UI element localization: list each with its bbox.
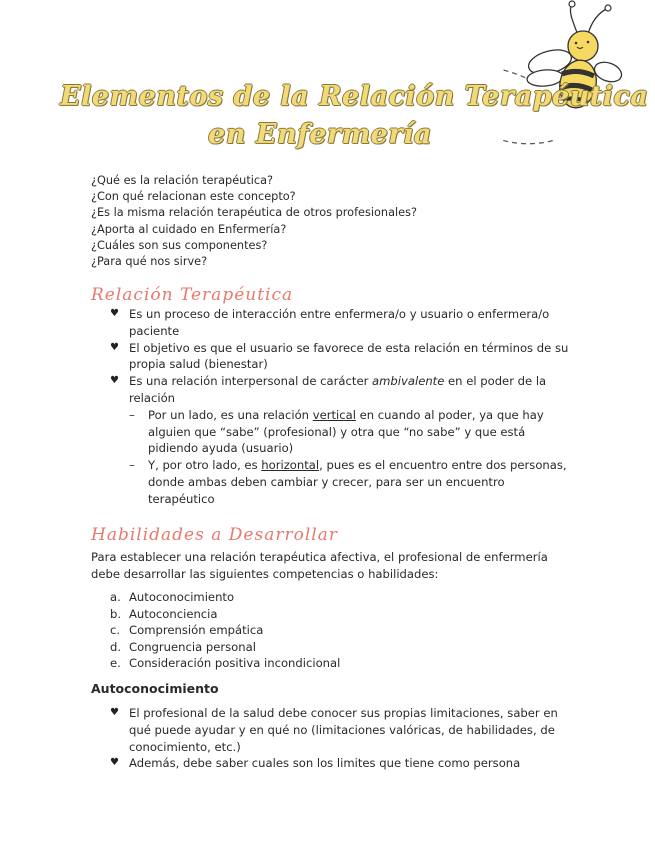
title-line-2: en Enfermería — [208, 119, 432, 150]
sub-item: – Y, por otro lado, es horizontal, pues es el encuentro entre dos personas, donde ambas deben cambiar y crecer, para ser un encuentro terapéutico — [129, 457, 571, 507]
bullet-item: ♥ Es un proceso de interacción entre enfermera/o y usuario o enfermera/o paciente — [91, 306, 571, 340]
question-item: ¿Con qué relacionan este concepto? — [91, 190, 296, 204]
section-heading-habilidades: Habilidades a Desarrollar — [91, 525, 338, 545]
autoconocimiento-bullets — [91, 705, 571, 772]
list-item: b. Autoconciencia — [110, 606, 218, 621]
question-item: ¿Cuáles son sus componentes? — [91, 238, 268, 252]
question-item: ¿Es la misma relación terapéutica de otros profesionales? — [91, 206, 417, 220]
section-heading-relacion: Relación Terapéutica — [91, 285, 294, 305]
relacion-bullets — [91, 306, 571, 508]
bullet-item: ♥ Es una relación interpersonal de carácter ambivalente en el poder de la relación – Por un lado, es una relación vertical en cuando al poder, ya que hay alguien que “sabe” (profesional) y otra que “no sabe” y que está pidiendo ayuda (usuario) – Y, por otro lado, es horizontal, pues es el encuentro entre dos personas, donde ambas deben cambiar y crecer, para ser un encuentro terapéutico — [91, 373, 571, 507]
question-item: ¿Qué es la relación terapéutica? — [91, 174, 274, 187]
title-line-1: Elementos de la Relación Terapéutica — [60, 81, 649, 112]
habilidades-list — [91, 589, 340, 672]
bullet-item: ♥ Además, debe saber cuales son los limites que tiene como persona — [91, 755, 571, 772]
habilidades-intro: Para establecer una relación terapéutica afectiva, el profesional de enfermería debe desarrollar las siguientes competencias o habilidades: — [91, 550, 548, 581]
page-title — [60, 78, 649, 154]
question-item: ¿Para qué nos sirve? — [91, 255, 208, 269]
section-heading-autoconocimiento: Autoconocimiento — [91, 681, 219, 696]
bullet-item: ♥ El profesional de la salud debe conocer sus propias limitaciones, saber en qué puede ayudar y en qué no (limitaciones valóricas, de habilidades, de conocimiento, etc.) — [91, 705, 571, 755]
bullet-item: ♥ El objetivo es que el usuario se favorece de esta relación en términos de su propia salud (bienestar) — [91, 340, 571, 374]
sub-item: – Por un lado, es una relación vertical en cuando al poder, ya que hay alguien que “sabe” (profesional) y otra que “no sabe” y que está pidiendo ayuda (usuario) — [129, 407, 571, 457]
list-item: a. Autoconocimiento — [110, 590, 235, 604]
list-item: c. Comprensión empática — [110, 623, 264, 638]
questions-list — [91, 173, 417, 270]
question-item: ¿Aporta al cuidado en Enfermería? — [91, 222, 287, 236]
list-item: e. Consideración positiva incondicional — [110, 656, 341, 671]
list-item: d. Congruencia personal — [110, 639, 256, 654]
